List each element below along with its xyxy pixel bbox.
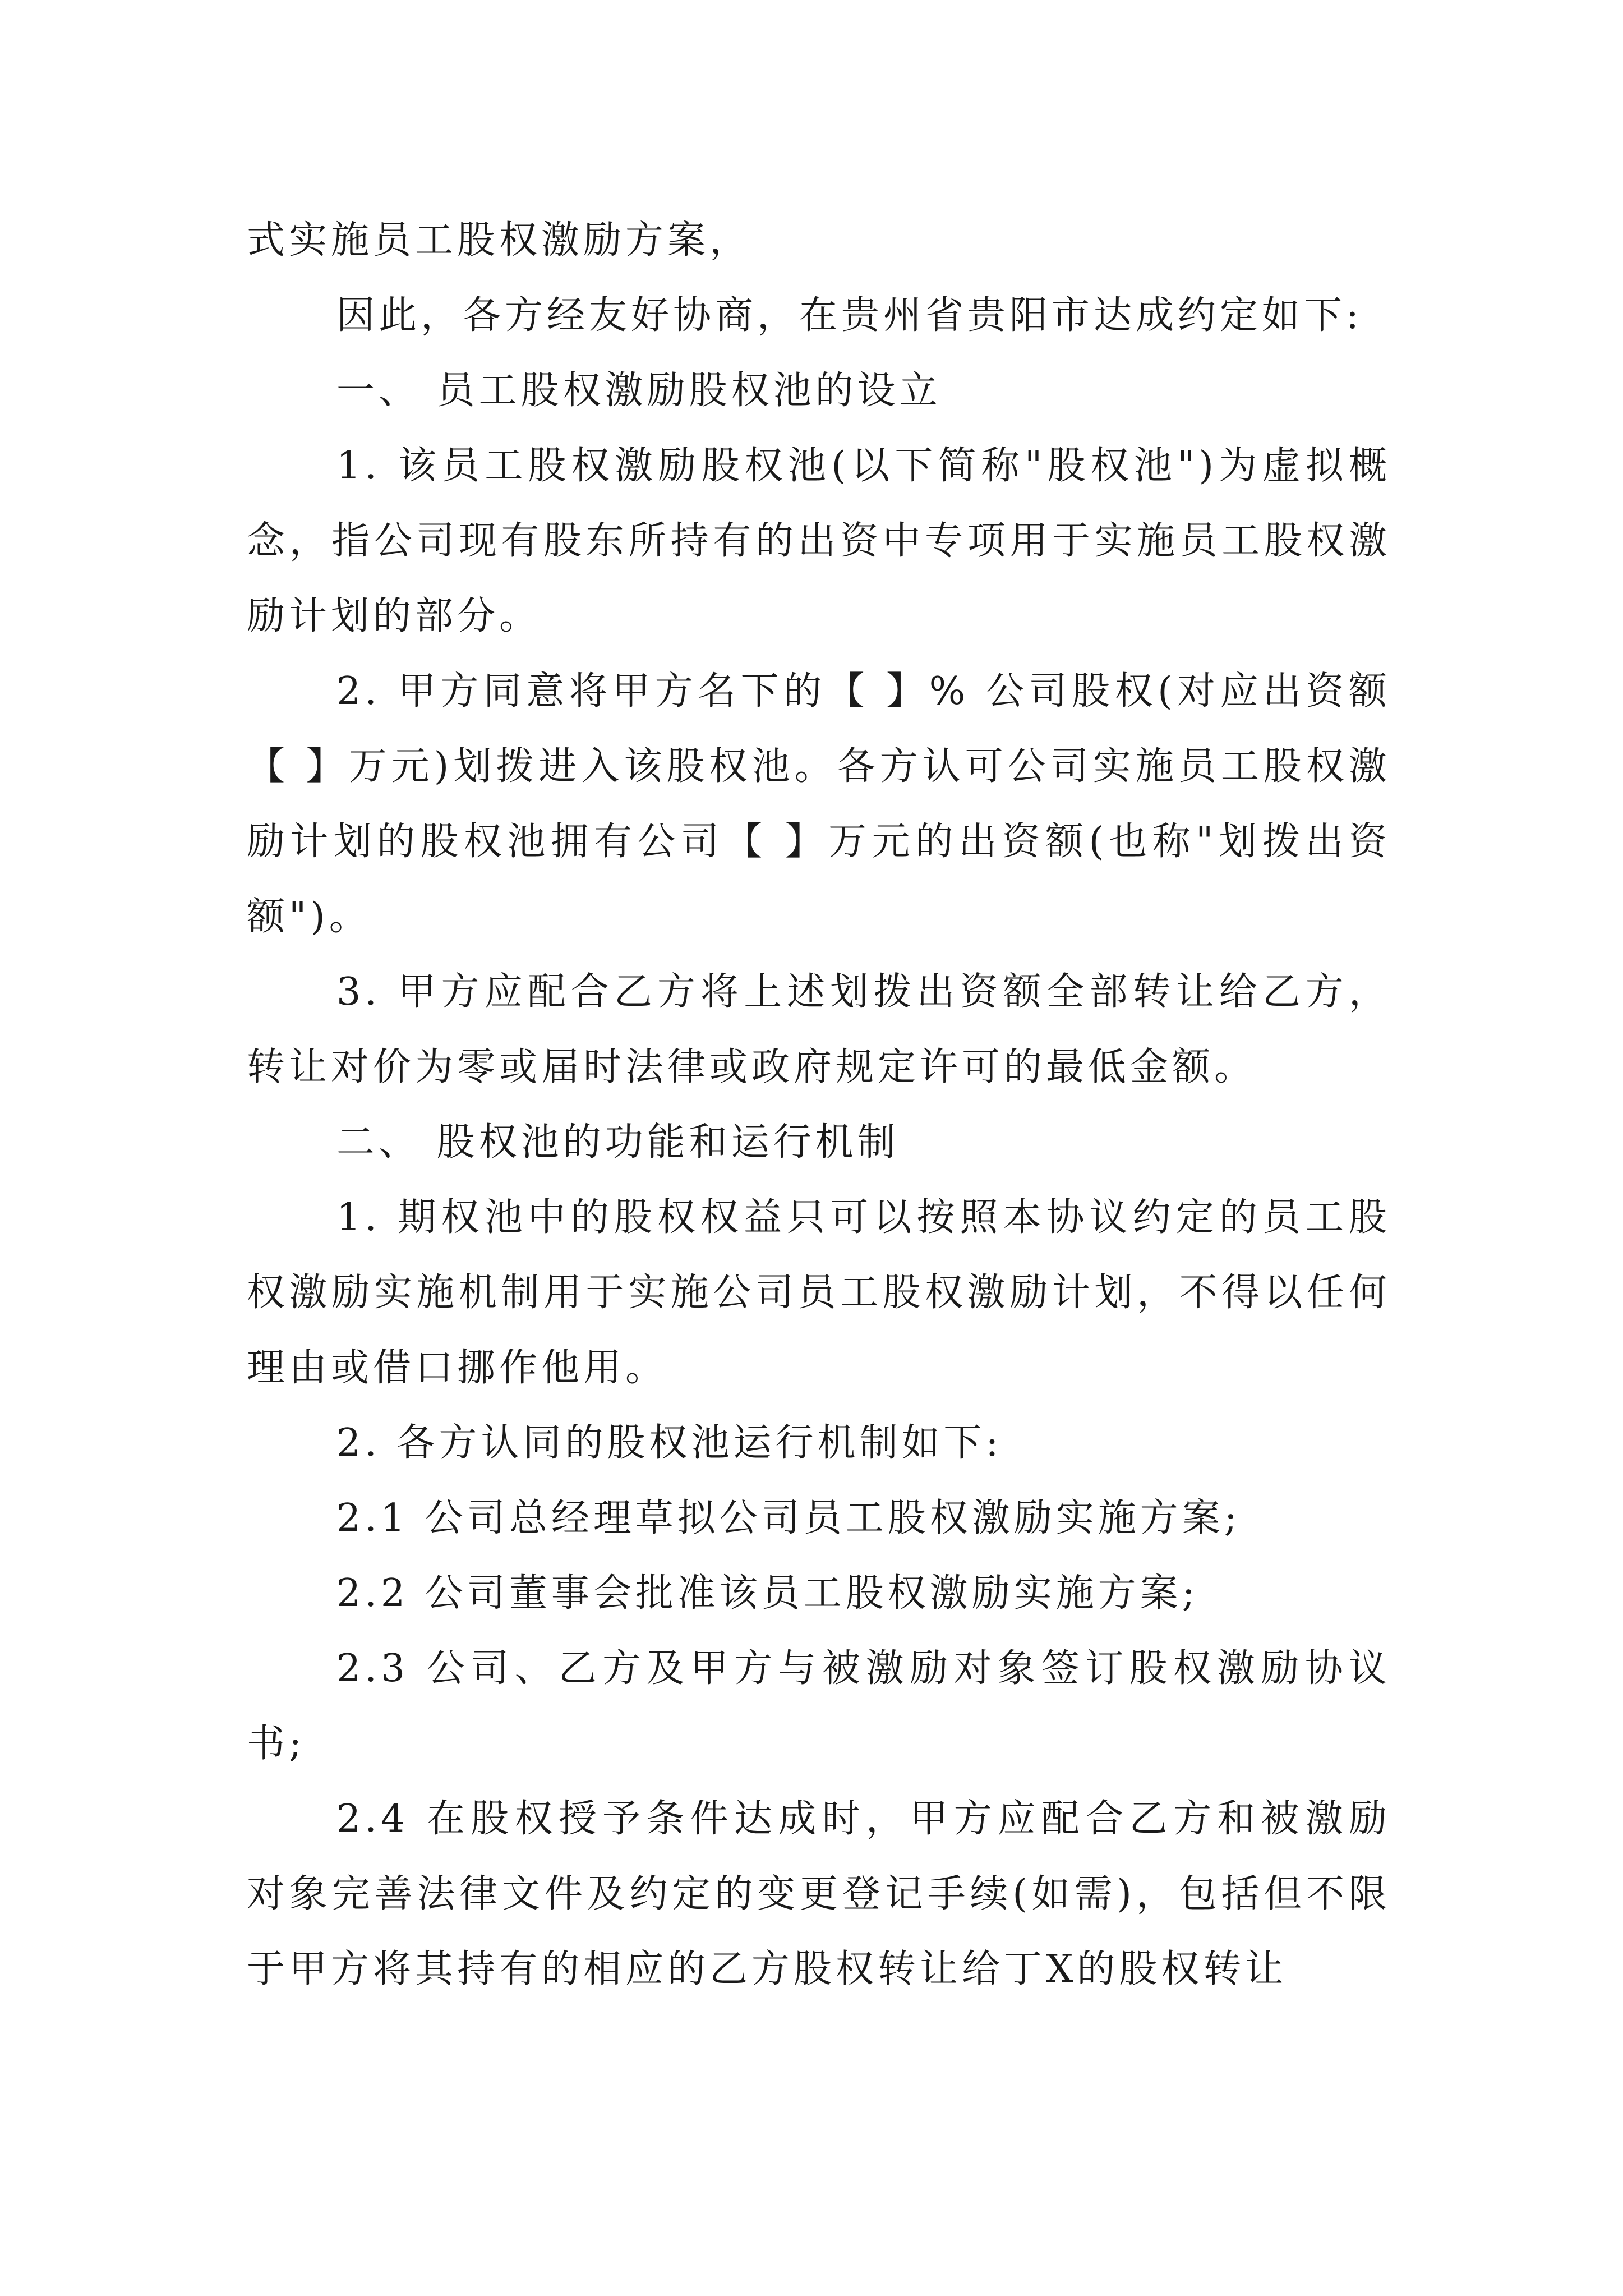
clause-2-2-4: 2.4 在股权授予条件达成时，甲方应配合乙方和被激励对象完善法律文件及约定的变更登记手续(如需)，包括但不限于甲方将其持有的相应的乙方股权转让给丁X的股权转让 [247,1797,1391,1991]
clause-1-3: 3. 甲方应配合乙方将上述划拨出资额全部转让给乙方，转让对价为零或届时法律或政府规定许可的最低金额。 [247,970,1391,1089]
clause-1-1: 1. 该员工股权激励股权池(以下简称"股权池")为虚拟概念，指公司现有股东所持有的出资中专项用于实施员工股权激励计划的部分。 [247,444,1391,638]
clause-1-2: 2. 甲方同意将甲方名下的【 】% 公司股权(对应出资额【 】万元)划拨进入该股权池。各方认可公司实施员工股权激励计划的股权池拥有公司【 】万元的出资额(也称"划拨出资额")。 [247,669,1391,939]
paragraph-continuation: 式实施员工股权激励方案， [247,218,752,263]
clause-2-2-1: 2.1 公司总经理草拟公司员工股权激励实施方案; [336,1496,1241,1540]
document-body [247,203,1391,2007]
section-heading-2: 二、 股权池的功能和运行机制 [336,1120,900,1165]
clause-2-2-3: 2.3 公司、乙方及甲方与被激励对象签订股权激励协议书; [247,1646,1391,1766]
paragraph-agreement-intro: 因此，各方经友好协商，在贵州省贵阳市达成约定如下: [336,293,1363,338]
section-heading-1: 一、 员工股权激励股权池的设立 [336,369,942,413]
clause-2-2-2: 2.2 公司董事会批准该员工股权激励实施方案; [336,1571,1199,1616]
clause-2-1: 1. 期权池中的股权权益只可以按照本协议约定的员工股权激励实施机制用于实施公司员工股权激励计划，不得以任何理由或借口挪作他用。 [247,1195,1391,1390]
clause-2-2: 2. 各方认同的股权池运行机制如下: [336,1421,1003,1465]
